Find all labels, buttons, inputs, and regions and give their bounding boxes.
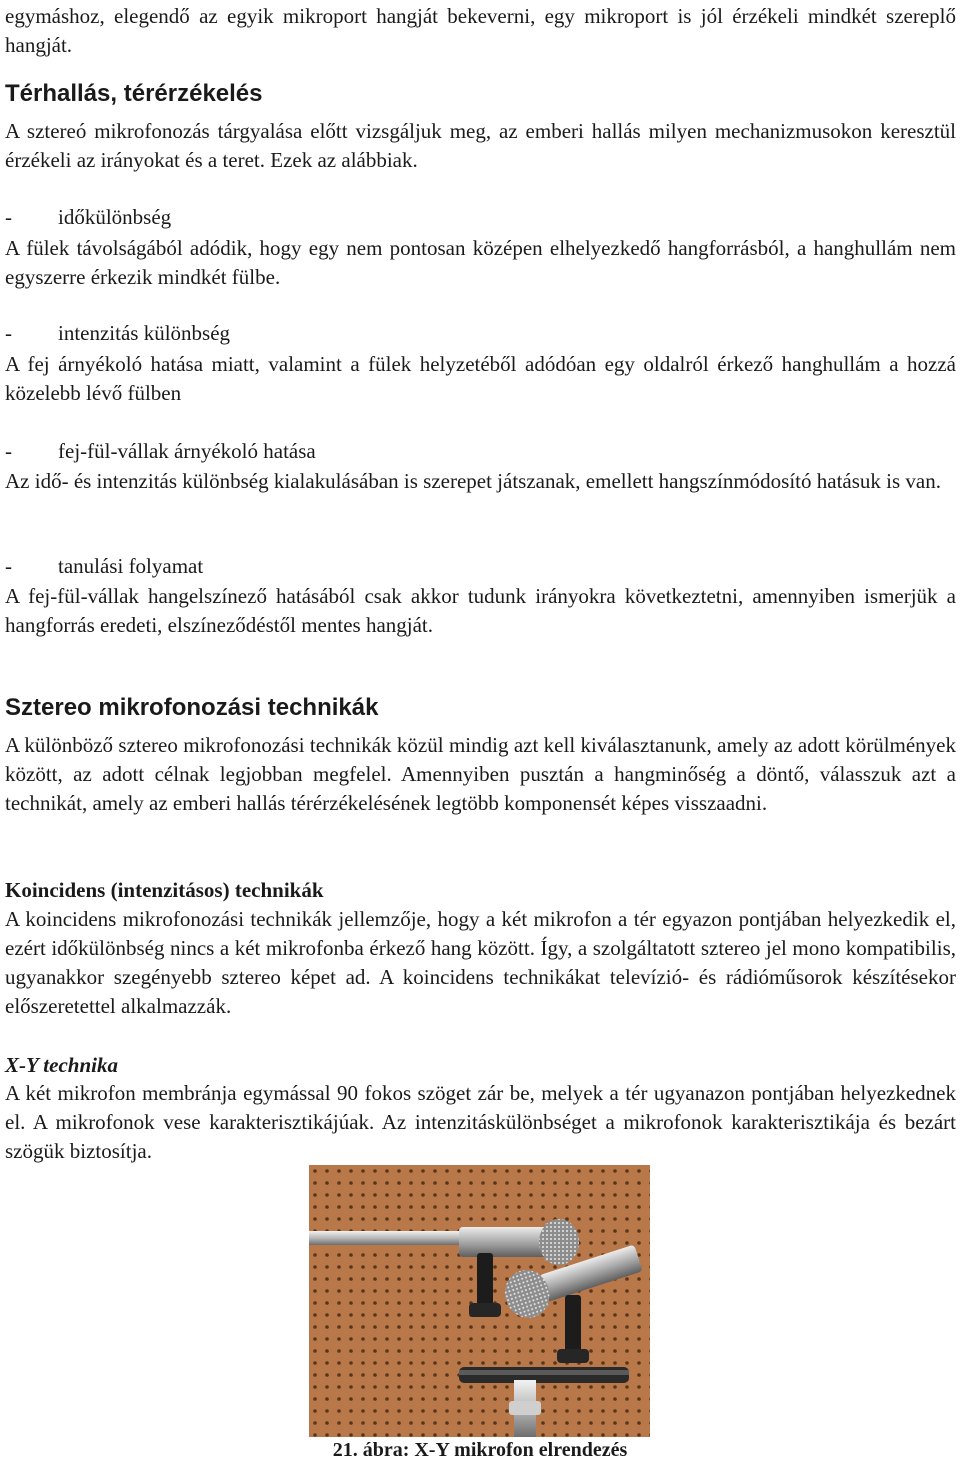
heading-xy-technika: X-Y technika	[5, 1053, 118, 1077]
bullet-dash: -	[5, 205, 12, 229]
paragraph-xy-technika: A két mikrofon membránja egymással 90 fokos szöget zár be, melyek a tér ugyanazon pontjában helyezkednek el. A mikrofonok vese karakterisztikájúak. Az intenzitáskülönbséget a mikrofonok karakterisztikája és bezárt szögük biztosítja.	[5, 1081, 956, 1163]
xy-microphone-photo	[309, 1165, 650, 1437]
paragraph-intenzitas: A fej árnyékoló hatása miatt, valamint a fülek helyzetéből adódóan egy oldalról érkező hanghullám a hozzá közelebb lévő fülben	[5, 352, 956, 405]
bullet-dash: -	[5, 439, 12, 463]
heading-terhallas: Térhallás, térérzékelés	[5, 80, 263, 107]
bullet-idokulonbseg	[5, 203, 171, 232]
heading-koincidens: Koincidens (intenzitásos) technikák	[5, 878, 324, 902]
bullet-dash: -	[5, 554, 12, 578]
figure-xy-microphones	[309, 1165, 650, 1437]
bullet-title: időkülönbség	[58, 205, 172, 229]
bullet-title: intenzitás különbség	[58, 321, 231, 345]
paragraph-koincidens: A koincidens mikrofonozási technikák jellemzője, hogy a két mikrofon a tér egyazon pontjában helyezkedik el, ezért időkülönbség nincs a két mikrofonba érkező hang között. Így, a szolgáltatott sztereo jel mono kompatibilis, ugyanakkor szegényebb sztereo képet ad. A koincidens technikákat televízió- és rádióműsorok készítésekor előszeretettel alkalmazzák.	[5, 907, 956, 1018]
paragraph-fej-ful-vallak: Az idő- és intenzitás különbség kialakulásában is szerepet játszanak, emellett hangszínmódosító hatásuk is van.	[5, 469, 941, 493]
paragraph-sztereo-technikak: A különböző sztereo mikrofonozási technikák közül mindig azt kell kiválasztanunk, amely az adott körülmények között, az adott célnak legjobban megfelel. Amennyiben pusztán a hangminőség a döntő, válasszuk azt a technikát, amely az emberi hallás térérzékelésének legtöbb komponensét képes visszaadni.	[5, 733, 956, 815]
figure-caption: 21. ábra: X-Y mikrofon elrendezés	[332, 1439, 628, 1461]
bullet-tanulasi	[5, 552, 203, 581]
intro-paragraph: egymáshoz, elegendő az egyik mikroport hangját bekeverni, egy mikroport is jól érzékeli mindkét szereplő hangját.	[5, 4, 956, 57]
paragraph-tanulasi: A fej-fül-vállak hangelszínező hatásából csak akkor tudunk irányokra következtetni, amennyiben ismerjük a hangforrás eredeti, elszíneződéstől mentes hangját.	[5, 584, 956, 637]
bullet-title: fej-fül-vállak árnyékoló hatása	[58, 439, 316, 463]
bullet-intenzitas	[5, 319, 230, 348]
bullet-title: tanulási folyamat	[58, 554, 204, 578]
paragraph-idokulonbseg: A fülek távolságából adódik, hogy egy nem pontosan középen elhelyezkedő hangforrásból, a hanghullám nem egyszerre érkezik mindkét fülbe.	[5, 236, 956, 289]
heading-sztereo-technikak: Sztereo mikrofonozási technikák	[5, 694, 379, 721]
bullet-fej-ful-vallak	[5, 437, 316, 466]
bullet-dash: -	[5, 321, 12, 345]
paragraph-terhallas-intro: A sztereó mikrofonozás tárgyalása előtt vizsgáljuk meg, az emberi hallás milyen mechanizmusokon keresztül érzékeli az irányokat és a teret. Ezek az alábbiak.	[5, 119, 956, 172]
